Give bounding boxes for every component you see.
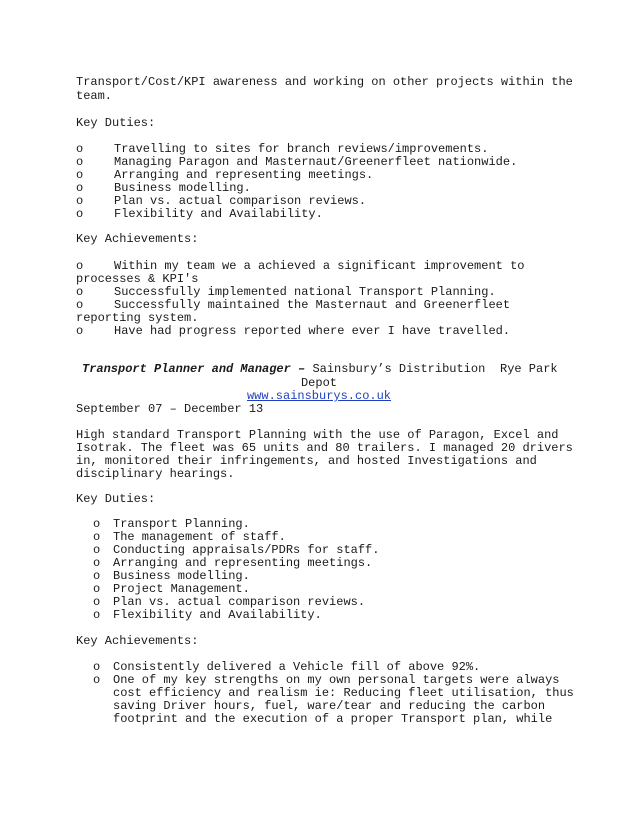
paragraph-line: Isotrak. The fleet was 65 units and 80 trailers. I managed 20 drivers [76,441,573,455]
list-item: o The management of staff. [93,530,286,544]
bullet-marker: o [76,194,84,208]
bullet-marker: o [76,168,84,182]
company-name: Sainsbury’s Distribution [312,362,486,376]
list-item: o Successfully maintained the Masternaut and Greenerfleet [76,298,511,312]
bullet-marker: o [76,285,84,299]
list-item-continuation: processes & KPI's [76,272,199,286]
bullet-marker: o [76,259,84,273]
job-location: Rye Park [500,362,558,376]
list-item: o Transport Planning. [93,517,250,531]
list-item: o Arranging and representing meetings. [76,168,374,182]
list-item: o Within my team we a achieved a significant improvement to [76,259,525,273]
job-depot: Depot [300,376,337,390]
paragraph-line: Transport/Cost/KPI awareness and working on other projects within the [76,75,573,89]
bullet-marker: o [93,595,101,609]
bullet-marker: o [76,207,84,221]
list-item: o Conducting appraisals/PDRs for staff. [93,543,380,557]
list-item: o Managing Paragon and Masternaut/Greenerfleet nationwide. [76,155,518,169]
bullet-marker: o [76,298,84,312]
list-item: o Flexibility and Availability. [93,608,322,622]
bullet-marker: o [93,517,101,531]
company-website-link[interactable]: www.sainsburys.co.uk [246,389,392,403]
list-item-continuation: footprint and the execution of a proper Transport plan, while [113,712,553,726]
bullet-marker: o [93,608,101,622]
bullet-marker: o [93,673,101,687]
list-item: o Arranging and representing meetings. [93,556,373,570]
job-title: Transport Planner and Manager [82,362,291,376]
bullet-marker: o [76,181,84,195]
list-item: o Have had progress reported where ever I have travelled. [76,324,511,338]
paragraph-line: in, monitored their infringements, and hosted Investigations and [76,454,537,468]
list-item: o Successfully implemented national Transport Planning. [76,285,496,299]
key-duties-heading: Key Duties: [76,492,156,506]
paragraph-line: disciplinary hearings. [76,467,235,481]
bullet-marker: o [93,543,101,557]
job-dates: September 07 – December 13 [76,402,264,416]
key-duties-heading: Key Duties: [76,116,156,130]
key-achievements-heading: Key Achievements: [76,232,199,246]
bullet-marker: o [93,569,101,583]
bullet-marker: o [76,324,84,338]
bullet-marker: o [93,556,101,570]
paragraph-line: team. [76,89,113,103]
list-item: o Plan vs. actual comparison reviews. [93,595,366,609]
bullet-marker: o [93,660,101,674]
key-achievements-heading: Key Achievements: [76,634,199,648]
list-item: o Flexibility and Availability. [76,207,323,221]
list-item-continuation: cost efficiency and realism ie: Reducing fleet utilisation, thus [113,686,574,700]
bullet-marker: o [93,530,101,544]
bullet-marker: o [76,142,84,156]
paragraph-line: High standard Transport Planning with the use of Paragon, Excel and [76,428,559,442]
list-item: o Project Management. [93,582,250,596]
list-item: o Plan vs. actual comparison reviews. [76,194,367,208]
bullet-marker: o [93,582,101,596]
list-item-continuation: reporting system. [76,311,199,325]
list-item: o Business modelling. [76,181,251,195]
list-item: o One of my key strengths on my own personal targets were always [93,673,560,687]
list-item: o Business modelling. [93,569,250,583]
list-item: o Consistently delivered a Vehicle fill of above 92%. [93,660,481,674]
job-heading [82,362,485,376]
list-item: o Travelling to sites for branch reviews/improvements. [76,142,489,156]
list-item-continuation: saving Driver hours, fuel, ware/tear and reducing the carbon [113,699,546,713]
bullet-marker: o [76,155,84,169]
job-title-separator: – [290,362,313,376]
